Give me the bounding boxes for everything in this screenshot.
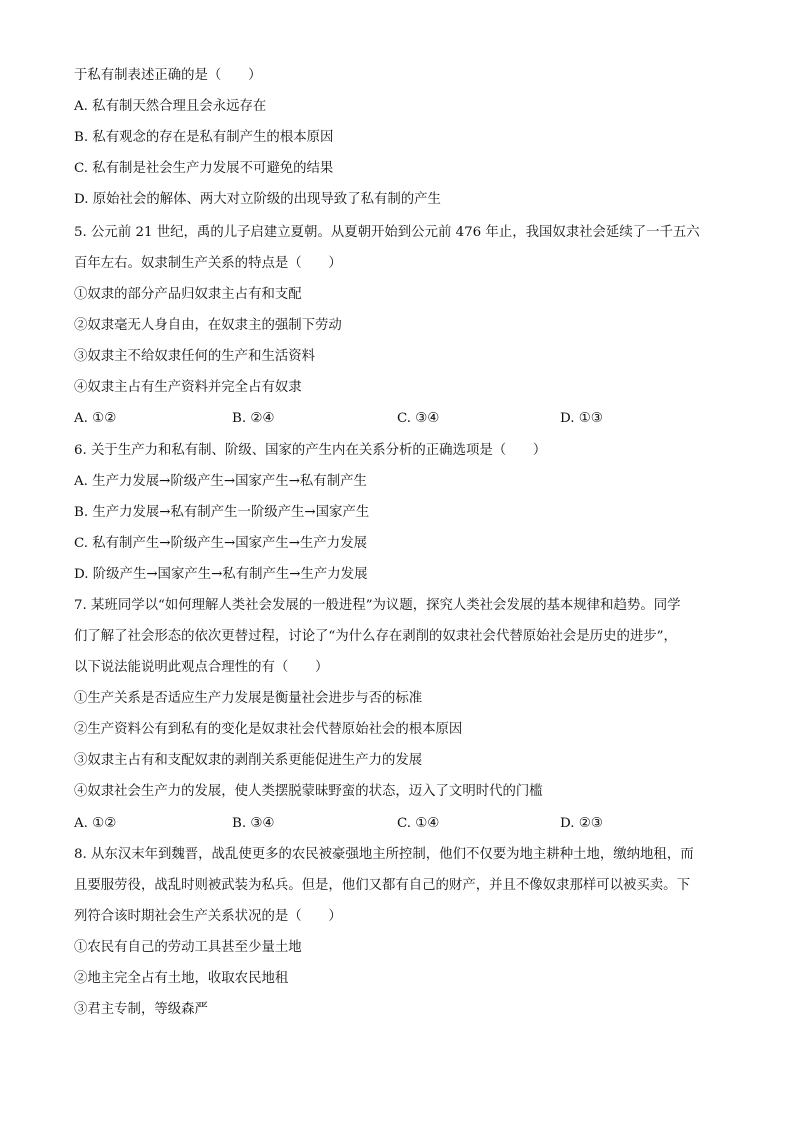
- q5-options: [74, 410, 734, 428]
- q5-statement-1: ①奴隶的部分产品归奴隶主占有和支配: [74, 287, 302, 302]
- q7-stem-line-1: 7. 某班同学以“如何理解人类社会发展的一般进程”为议题，探究人类社会发展的基本规律和趋势。同学: [74, 598, 681, 613]
- q8-stem-line-1: 8. 从东汉末年到魏晋，战乱使更多的农民被豪强地主所控制，他们不仅要为地主耕种土地，缴纳地租，而: [74, 847, 694, 862]
- q7-option-c: C. ①④: [397, 816, 440, 831]
- q6-option-c: C. 私有制产生→阶级产生→国家产生→生产力发展: [74, 536, 367, 551]
- q8-statement-3: ③君主专制，等级森严: [74, 1002, 208, 1017]
- q4-stem: 于私有制表述正确的是（ ）: [74, 68, 262, 83]
- q4-option-c: C. 私有制是社会生产力发展不可避免的结果: [74, 161, 334, 176]
- q5-option-c: C. ③④: [397, 411, 440, 426]
- q6-stem: 6. 关于生产力和私有制、阶级、国家的产生内在关系分析的正确选项是（ ）: [74, 443, 547, 458]
- q8-statement-2: ②地主完全占有土地，收取农民地租: [74, 971, 289, 986]
- q7-statement-4: ④奴隶社会生产力的发展，使人类摆脱蒙昧野蛮的状态，迈入了文明时代的门槛: [74, 784, 543, 799]
- q7-statement-3: ③奴隶主占有和支配奴隶的剥削关系更能促进生产力的发展: [74, 753, 423, 768]
- q7-options: [74, 815, 734, 833]
- q7-option-a: A. ①②: [74, 816, 117, 831]
- q7-option-d: D. ②③: [560, 816, 603, 831]
- q6-option-d: D. 阶级产生→国家产生→私有制产生→生产力发展: [74, 567, 368, 582]
- q4-option-b: B. 私有观念的存在是私有制产生的根本原因: [74, 130, 334, 145]
- q7-statement-2: ②生产资料公有到私有的变化是奴隶社会代替原始社会的根本原因: [74, 722, 463, 737]
- q6-option-a: A. 生产力发展→阶级产生→国家产生→私有制产生: [74, 474, 367, 489]
- q6-option-b: B. 生产力发展→私有制产生一阶级产生→国家产生: [74, 505, 370, 520]
- q7-statement-1: ①生产关系是否适应生产力发展是衡量社会进步与否的标准: [74, 691, 423, 706]
- q5-option-d: D. ①③: [560, 411, 603, 426]
- q5-statement-2: ②奴隶毫无人身自由，在奴隶主的强制下劳动: [74, 318, 342, 333]
- q4-option-a: A. 私有制天然合理且会永远存在: [74, 99, 267, 114]
- q5-option-a: A. ①②: [74, 411, 117, 426]
- q5-statement-3: ③奴隶主不给奴隶任何的生产和生活资料: [74, 349, 316, 364]
- q7-stem-line-2: 们了解了社会形态的依次更替过程，讨论了“为什么存在剥削的奴隶社会代替原始社会是历史的进步”，: [74, 629, 677, 644]
- q5-stem-line-1: 5. 公元前 21 世纪，禹的儿子启建立夏朝。从夏朝开始到公元前 476 年止，我国奴隶社会延续了一千五六: [74, 225, 700, 240]
- q7-option-b: B. ③④: [232, 816, 275, 831]
- q5-stem-line-2: 百年左右。奴隶制生产关系的特点是（ ）: [74, 256, 342, 271]
- q5-option-b: B. ②④: [232, 411, 275, 426]
- q7-stem-line-3: 以下说法能说明此观点合理性的有（ ）: [74, 660, 329, 675]
- q5-statement-4: ④奴隶主占有生产资料并完全占有奴隶: [74, 380, 302, 395]
- q8-stem-line-3: 列符合该时期社会生产关系状况的是（ ）: [74, 909, 342, 924]
- q8-stem-line-2: 且要服劳役，战乱时则被武装为私兵。但是，他们又都有自己的财产，并且不像奴隶那样可以被买卖。下: [74, 878, 690, 893]
- q8-statement-1: ①农民有自己的劳动工具甚至少量土地: [74, 940, 302, 955]
- q4-option-d: D. 原始社会的解体、两大对立阶级的出现导致了私有制的产生: [74, 192, 441, 207]
